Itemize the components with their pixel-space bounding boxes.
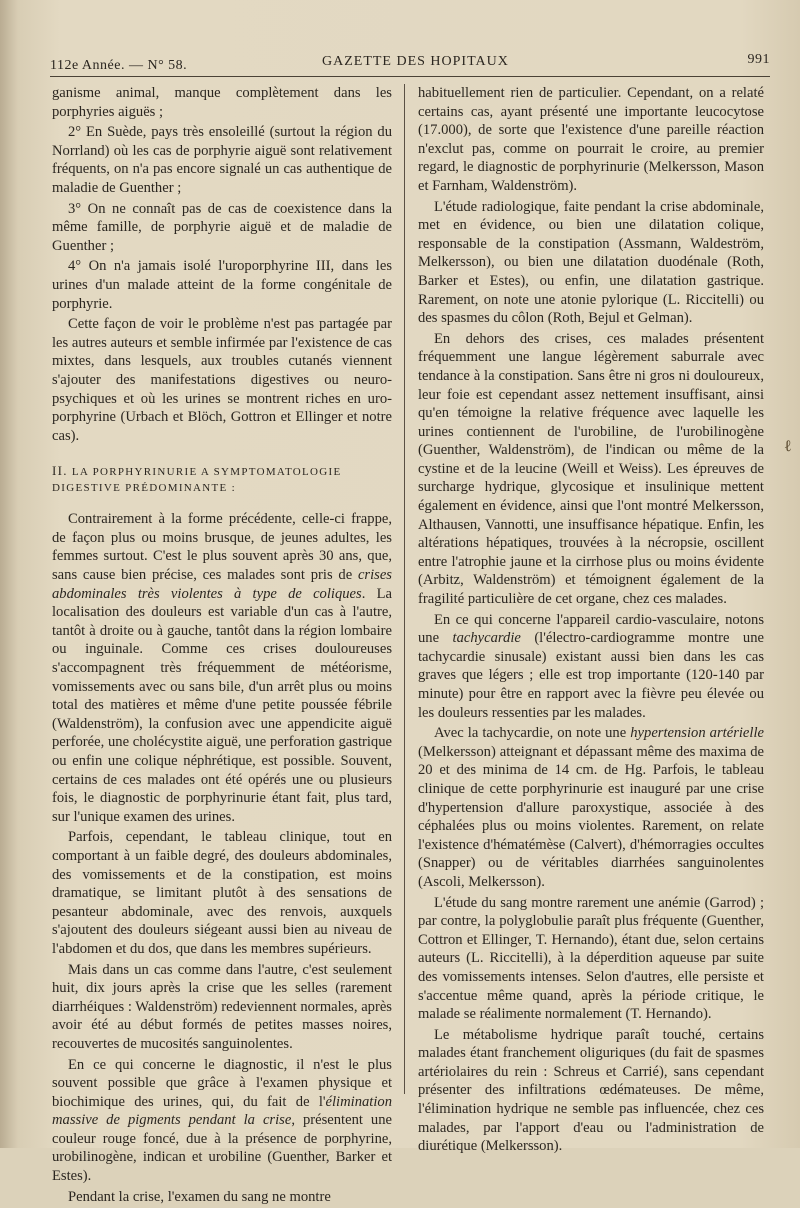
issue-info: 112e Année. — N° 58. [50, 58, 188, 73]
paragraph: Cette façon de voir le problème n'est pas partagée par les autres auteurs et semble infirmée par l'existence de cas mixtes, dans lesquels, aux troubles cutanés viennent s'ajouter des manifestations digestives ou neuro-psychiques et où les urines se montrent riches en uro-porphyrine (Urbach et Blöch, Gottron et Ellinger et notre cas). [52, 316, 392, 444]
header-rule [50, 76, 770, 77]
paragraph: ganisme animal, manque complètement dans les porphyries aiguës ; [52, 85, 392, 120]
paragraph: Pendant la crise, l'examen du sang ne montre [68, 1188, 331, 1205]
paragraph: 4° On n'a jamais isolé l'uroporphyrine III, dans les urines d'un malade atteint de la forme congénitale de porphyrie. [52, 258, 392, 312]
page-number: 991 [747, 52, 770, 67]
paragraph: En ce qui concerne l'appareil cardio-vasculaire, notons une tachycardie (l'électro-cardiogramme montre une tachycardie sinusale) existant aussi bien dans les cas graves que légers ; elle est trop importante (120-140 par minute) pour être en rapport avec la fièvre peu élevée ou les douleurs ressenties par les malades. [418, 611, 764, 721]
margin-annotation: ℓ [784, 436, 792, 455]
paragraph: 2° En Suède, pays très ensoleillé (surtout la région du Norrland) où les cas de porphyrie aiguë sont relativement fréquents, on n'a pas encore signalé un cas authentique de maladie de Guenther ; [52, 124, 392, 196]
column-divider [404, 84, 405, 1094]
left-column [52, 84, 392, 1208]
journal-title: GAZETTE DES HOPITAUX [322, 54, 509, 69]
paragraph: En dehors des crises, ces malades présentent fréquemment une langue légèrement saburrale avec tendance à la constipation. Sans être ni gros ni douloureux, leur foie est cependant assez nettement insuffisant, ainsi qu'en témoigne la relative fréquence avec laquelle les urines contiennent de l'urobiline, de l'urobilinogène (Guenther, Waldenström), de l'indican ou même de la cystine et de la leucine (Weill et Weiss). Les épreuves de surcharge hydrique, glycosique et insulinique mettent également en évidence, ainsi que l'ont montré Melkersson, Althausen, Vannotti, une insuffisance hépatique. Enfin, les altérations hépatiques, trouvées à la nécropsie, oscillent entre l'atrophie jaune et la cirrhose plus ou moins évidente (Arbitz, Waldenström) et témoignent également de la fragilité particulière de cet organe, chez ces malades. [418, 330, 764, 608]
paragraph: L'étude radiologique, faite pendant la crise abdominale, met en évidence, ou bien une dilatation colique, responsable de la constipation (Assmann, Waldeström, Melkersson), ou bien une dilatation duodénale (Roth, Barker et Estes), ou enfin, une dilatation gastrique. Rarement, on note une atonie pylorique (L. Riccitelli) ou des spasmes du côlon (Roth, Bejul et Gelman). [418, 198, 764, 327]
section-number: II. [52, 463, 68, 479]
paragraph: habituellement rien de particulier. Cependant, on a relaté certains cas, ayant présenté une importante leucocytose (17.000), de sorte que l'existence d'une pareille réaction n'exclut pas, comme on pourrait le croire, au premier regard, le diagnostic de porphyrinurie (Melkersson, Mason et Farnham, Waldenström). [418, 85, 764, 194]
paragraph: Le métabolisme hydrique paraît touché, certains malades étant franchement oliguriques (du fait de spasmes artériolaires du rein : Schreus et Carrié), sans cependant présenter des infiltrations œdémateuses. De même, l'élimination hydrique ne semble pas influencée, chez ces malades, par l'apport d'eau ou l'administration de diurétique (Melkersson). [418, 1026, 764, 1155]
paragraph: L'étude du sang montre rarement une anémie (Garrod) ; par contre, la polyglobulie paraît plus fréquente (Guenther, Cottron et Ellinger, T. Hernando), étant due, selon certains auteurs (L. Riccitelli), à la déperdition aqueuse par suite des vomissements intenses. Selon d'autres, elle persiste et s'accentue même quand, après la période critique, le malade se réalimente normalement (T. Hernando). [418, 894, 764, 1023]
section-heading [52, 463, 392, 496]
paragraph: 3° On ne connaît pas de cas de coexistence dans la même famille, de porphyrie aiguë et de maladie de Guenther ; [52, 200, 392, 254]
paragraph: Mais dans un cas comme dans l'autre, c'est seulement huit, dix jours après la crise que les selles (rarement diarrhéiques : Waldenström) redeviennent normales, après avoir été au début formés de petites masses noires, recouvertes de mucosités sanguinolentes. [52, 961, 392, 1052]
running-header [50, 52, 770, 74]
paragraph: Contrairement à la forme précédente, celle-ci frappe, de façon plus ou moins brusque, de jeunes adultes, les femmes surtout. C'est le plus souvent après 30 ans, que, sans cause bien précise, ces malades sont pris de crises abdominales très violentes à type de coliques. La localisation des douleurs est variable d'un cas à l'autre, tantôt à droite ou à gauche, tantôt dans la région lombaire ou inguinale. Comme ces crises douloureuses s'accompagnent très fréquemment de météorisme, vomissements avec ou sans bile, d'un arrêt plus ou moins total des matières et même d'une petite poussée fébrile (Waldenström), la confusion avec une appendicite aiguë perforée, une cholécystite aiguë, une perforation gastrique ou enfin une colique néphrétique, est possible. Souvent, certains de ces malades ont été opérés une ou plusieurs fois, le diagnostic de porphyrinurie étant fait, plus tard, sur l'unique examen des urines. [52, 511, 392, 825]
paragraph: Avec la tachycardie, on note une hypertension artérielle (Melkersson) atteignant et dépassant même des maxima de 20 et des minima de 14 cm. de Hg. Parfois, le tableau clinique de cette porphyrinurie est inauguré par une crise d'hypertension d'allure paroxystique, associée à des céphalées plus ou moins violentes. Rarement, on relate l'existence d'hématémèse (Calvert), d'hémorragies occultes (Snapper) ou de véritables diarrhées sanguinolentes (Ascoli, Melkersson). [418, 725, 764, 890]
section-title: LA PORPHYRINURIE A SYMPTOMATOLOGIE DIGESTIVE PRÉDOMINANTE : [52, 466, 342, 495]
paragraph: En ce qui concerne le diagnostic, il n'est le plus souvent possible que grâce à l'examen physique et biochimique des urines, qui, du fait de l'élimination massive de pigments pendant la crise, présentent une couleur rouge foncé, due à la présence de porphyrine, urobilinogène, indican et urobiline (Guenther, Barker et Estes). [52, 1056, 392, 1185]
paragraph: Parfois, cependant, le tableau clinique, tout en comportant à un faible degré, des douleurs abdominales, des vomissements et de la constipation, est moins dramatique, se limitant plutôt à des sensations de pesanteur abdominale, avec des renvois, auxquels s'ajoutent des douleurs siégeant aussi bien au niveau de l'abdomen et du dos, que dans les membres supérieurs. [52, 829, 392, 957]
right-column [418, 84, 764, 1158]
